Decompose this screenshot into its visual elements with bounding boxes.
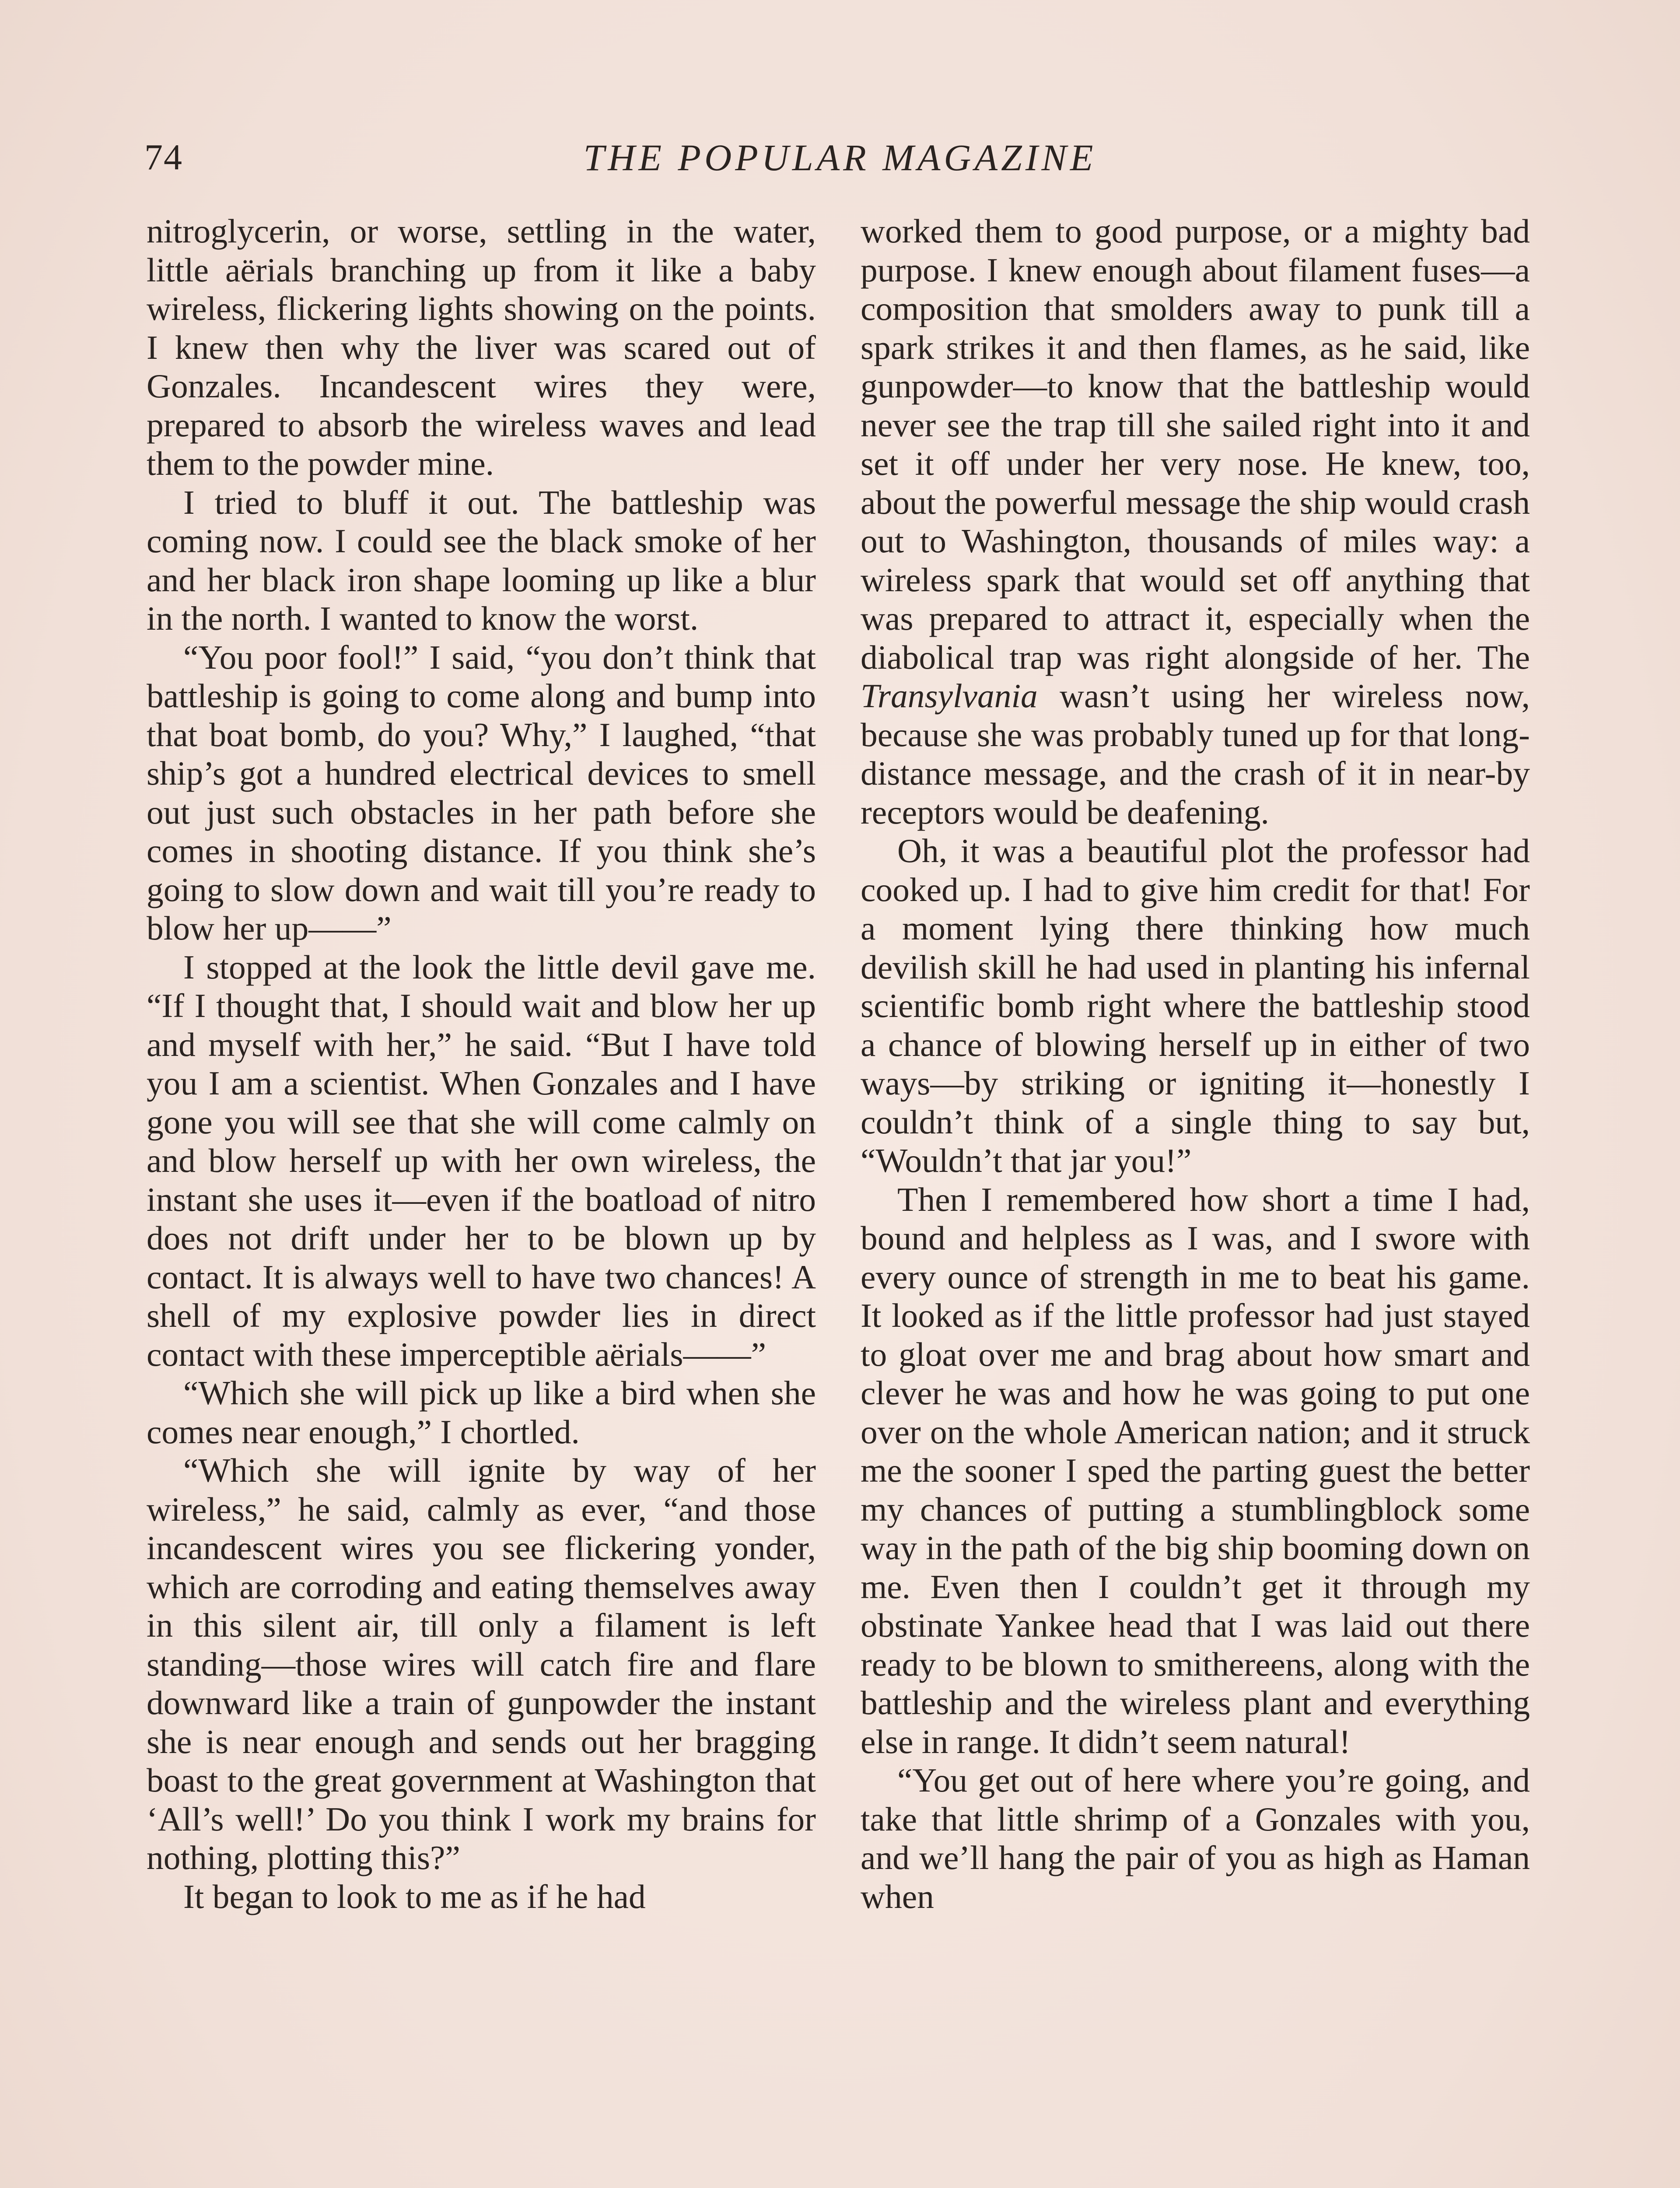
- page-number: 74: [144, 137, 183, 178]
- left-column: [147, 212, 816, 2188]
- paragraph-text: wasn’t using her wireless now, because she was probably tuned up for that long-distance message, and the crash of it in near-by receptors would be deafening.: [861, 677, 1530, 831]
- ship-name: Transylvania: [861, 677, 1038, 715]
- paragraph: Then I remembered how short a time I had, bound and helpless as I was, and I swore with every ounce of strength in me to beat his game. It looked as if the little professor had just stayed to gloat over me and brag about how smart and clever he was and how he was going to put one over on the whole American nation; and it struck me the sooner I sped the parting guest the better my chances of putting a stumblingblock some way in the path of the big ship booming down on me. Even then I couldn’t get it through my obstinate Yankee head that I was laid out there ready to be blown to smithereens, along with the battleship and the wireless plant and everything else in range. It didn’t seem natural!: [861, 1180, 1530, 1760]
- paragraph: Oh, it was a beautiful plot the professor had cooked up. I had to give him credit for that! For a moment lying there thinking how much devilish skill he had used in planting his infernal scientific bomb right where the battleship stood a chance of blowing herself up in either of two ways—by striking or igniting it—honestly I couldn’t think of a single thing to say but, “Wouldn’t that jar you!”: [861, 832, 1530, 1179]
- right-column: [861, 212, 1530, 2188]
- running-title: THE POPULAR MAGAZINE: [583, 137, 1097, 179]
- paragraph-text: worked them to good purpose, or a mighty bad purpose. I knew enough about filament fuses—a composition that smolders away to punk till a spark strikes it and then flames, as he said, like gunpowder—to know that the battleship would never see the trap till she sailed right into it and set it off under her very nose. He knew, too, about the powerful message the ship would crash out to Washington, thousands of miles way: a wireless spark that would set off anything that was prepared to attract it, especially when the diabolical trap was right alongside of her. The: [861, 212, 1530, 676]
- paragraph: [861, 212, 1530, 831]
- paragraph: It began to look to me as if he had: [183, 1877, 646, 1915]
- page-header: [144, 131, 1536, 184]
- paragraph: “You get out of here where you’re going, and take that little shrimp of a Gonzales with you, and we’ll hang the pair of you as high as Haman when: [861, 1761, 1530, 1915]
- paragraph: I tried to bluff it out. The battleship was coming now. I could see the black smoke of her and her black iron shape looming up like a blur in the north. I wanted to know the worst.: [147, 483, 816, 637]
- paragraph: “You poor fool!” I said, “you don’t think that battleship is going to come along and bump into that boat bomb, do you? Why,” I laughed, “that ship’s got a hundred electrical devices to smell out just such obstacles in her path before she comes in shooting distance. If you think she’s going to slow down and wait till you’re ready to blow her up——”: [147, 638, 816, 947]
- paragraph: “Which she will pick up like a bird when she comes near enough,” I chortled.: [147, 1374, 816, 1451]
- paragraph: I stopped at the look the little devil gave me. “If I thought that, I should wait and blow her up and myself with her,” he said. “But I have told you I am a scientist. When Gonzales and I have gone you will see that she will come calmly on and blow herself up with her own wireless, the instant she uses it—even if the boatload of nitro does not drift under her to be blown up by contact. It is always well to have two chances! A shell of my explosive powder lies in direct contact with these imperceptible aërials——”: [147, 948, 816, 1373]
- paragraph: nitroglycerin, or worse, settling in the water, little aërials branching up from it like a baby wireless, flickering lights showing on the points. I knew then why the liver was scared out of Gonzales. Incandescent wires they were, prepared to absorb the wireless waves and lead them to the powder mine.: [147, 212, 816, 482]
- paragraph: “Which she will ignite by way of her wireless,” he said, calmly as ever, “and those incandescent wires you see flickering yonder, which are corroding and eating themselves away in this silent air, till only a filament is left standing—those wires will catch fire and flare downward like a train of gunpowder the instant she is near enough and sends out her bragging boast to the great government at Washington that ‘All’s well!’ Do you think I work my brains for nothing, plotting this?”: [147, 1452, 816, 1876]
